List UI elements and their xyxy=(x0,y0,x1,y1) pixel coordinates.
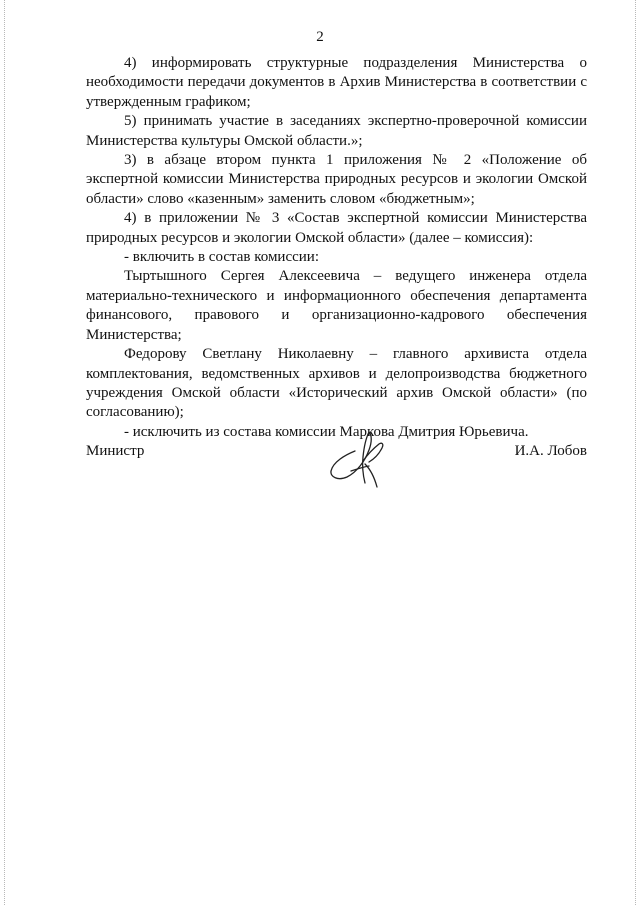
scan-edge-left xyxy=(4,0,5,905)
paragraph-exclude-markov: - исключить из состава комиссии Маркова Дмитрия Юрьевича. xyxy=(124,423,529,440)
handwritten-signature xyxy=(319,421,397,489)
document-body xyxy=(86,54,587,442)
scan-edge-right xyxy=(635,0,636,905)
page-number: 2 xyxy=(316,29,324,45)
paragraph-member-fedorova: Федорову Светлану Николаевну – главного архивиста отдела комплектования, ведомственных архивов и делопроизводства бюджетного учреждения Омской области «Исторический архив Омской области» (по согласованию); xyxy=(86,346,587,421)
paragraph-include-members: - включить в состав комиссии: xyxy=(124,249,319,266)
paragraph-amendment-4: 4) в приложении № 3 «Состав экспертной комиссии Министерства природных ресурсов и экологии Омской области» (далее – комиссия): xyxy=(86,210,587,246)
paragraph-amendment-3: 3) в абзаце втором пункта 1 приложения № 2 «Положение об экспертной комиссии Министерства природных ресурсов и экологии Омской области» слово «казенным» заменить словом «бюджетным»; xyxy=(86,152,587,207)
paragraph-item-4-inform: 4) информировать структурные подразделения Министерства о необходимости передачи документов в Архив Министерства в соответствии с утвержденным графиком; xyxy=(86,55,587,110)
paragraph-member-tyrtyshny: Тыртышного Сергея Алексеевича – ведущего инженера отдела материально-технического и информационного обеспечения департамента финансового, правового и организационно-кадрового обеспечения Министерства; xyxy=(86,268,587,343)
signatory-name: И.А. Лобов xyxy=(514,443,587,459)
paragraph-item-5-participate: 5) принимать участие в заседаниях экспертно-проверочной комиссии Министерства культуры Омской области.»; xyxy=(86,113,587,149)
signatory-title: Министр xyxy=(86,443,145,459)
